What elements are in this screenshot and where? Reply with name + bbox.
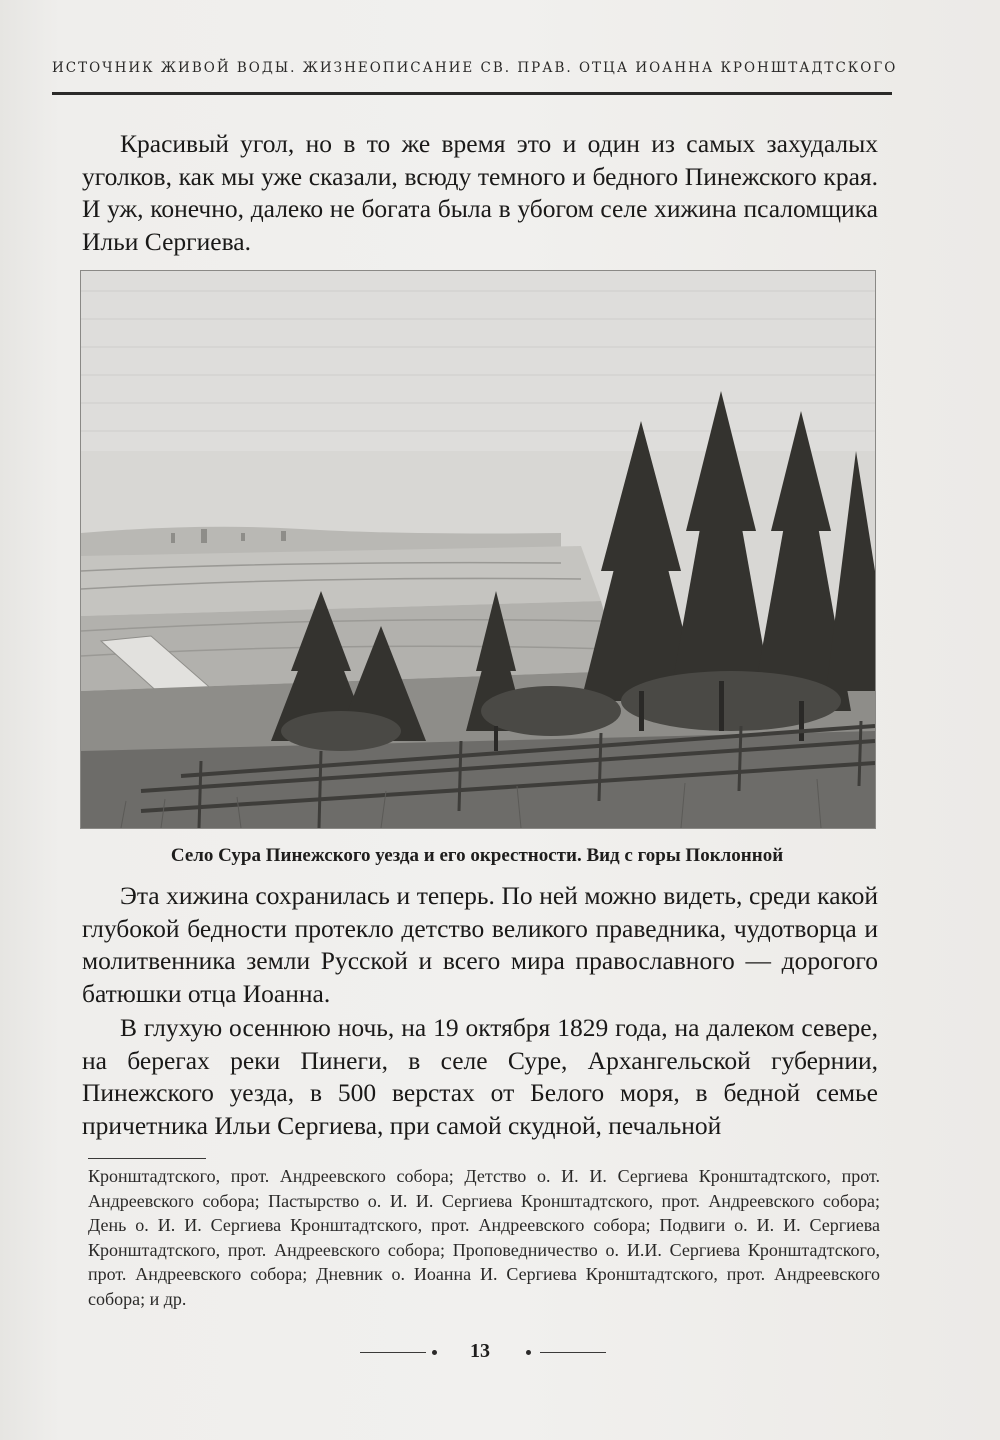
folio-right-line (540, 1352, 606, 1353)
landscape-photo (80, 270, 876, 829)
paragraph-2: Эта хижина сохранилась и теперь. По ней можно видеть, среди какой глубокой бедности протекло детство великого праведника, чудотворца и молитвенника земли Русской и всего мира православного — дорогого батюшки отца Иоанна. (82, 881, 878, 1008)
page-number: 13 (470, 1340, 490, 1362)
page-folio (340, 1340, 620, 1370)
header-rule (52, 92, 892, 95)
footnote-rule (88, 1158, 206, 1159)
folio-left-dot (432, 1350, 437, 1355)
running-head: ИСТОЧНИК ЖИВОЙ ВОДЫ. ЖИЗНЕОПИСАНИЕ СВ. ПРАВ. ОТЦА ИОАННА КРОНШТАДТСКОГО (52, 60, 898, 76)
paragraph-3: В глухую осеннюю ночь, на 19 октября 1829 года, на далеком севере, на берегах реки Пинеги, в селе Суре, Архангельской губернии, Пинежского уезда, в 500 верстах от Белого моря, в бедной семье причетника Ильи Сергиева, при самой скудной, печальной (82, 1013, 878, 1140)
photo-illustration (81, 271, 875, 828)
paragraph-1: Красивый угол, но в то же время это и один из самых захудалых уголков, как мы уже сказали, всюду темного и бедного Пинежского края. И уж, конечно, далеко не богата была в убогом селе хижина псаломщика Ильи Сергиева. (82, 129, 878, 256)
folio-left-line (360, 1352, 426, 1353)
folio-right-dot (526, 1350, 531, 1355)
footnote: Кронштадтского, прот. Андреевского собора; Детство о. И. И. Сергиева Кронштадтского, прот. Андреевского собора; Пастырство о. И. И. Сергиева Кронштадтского, прот. Андреевского собора; День о. И. И. Сергиева Кронштадтского, прот. Андреевского собора; Подвиги о. И. И. Сергиева Кронштадтского, прот. Андреевского собора; Проповедничество о. И.И. Сергиева Кронштадтского, прот. Андреевского собора; Дневник о. Иоанна И. Сергиева Кронштадтского, прот. Андреевского собора; и др. (88, 1166, 880, 1309)
figure-caption: Село Сура Пинежского уезда и его окрестности. Вид с горы Поклонной (170, 845, 784, 866)
